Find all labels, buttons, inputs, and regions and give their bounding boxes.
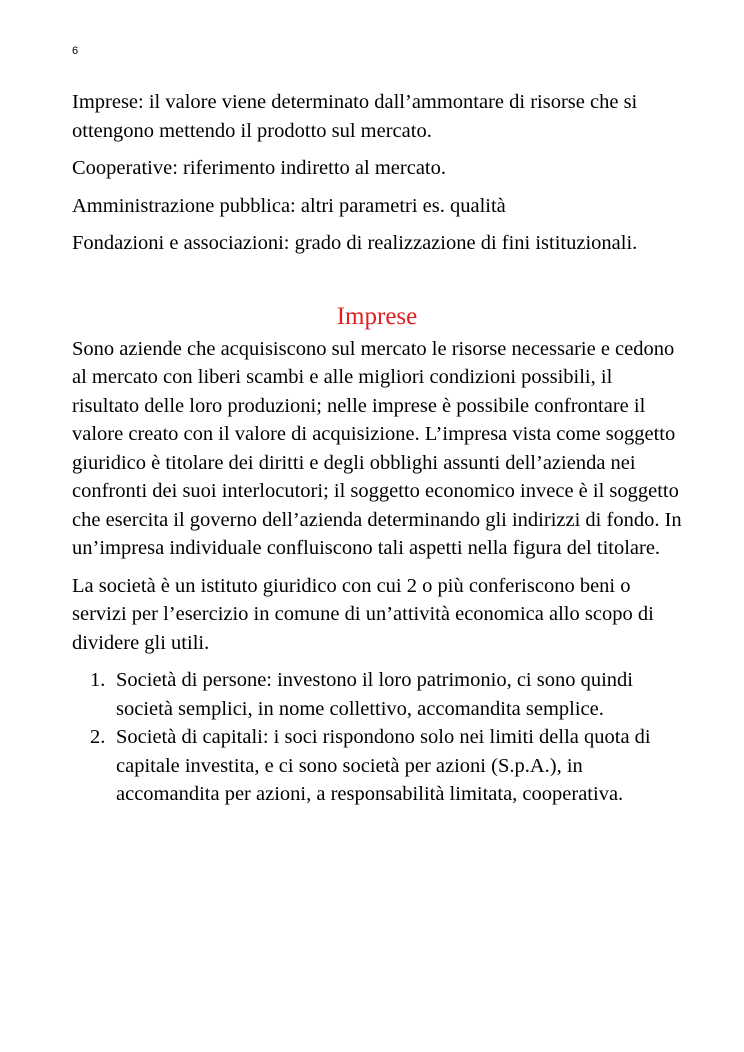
section-title: Imprese: [336, 302, 418, 330]
list-item-marker: 2.: [90, 726, 106, 748]
list-item-text: Società di capitali: i soci rispondono solo nei limiti della quota di capitale investita, e ci sono società per azioni (S.p.A.), in accomandita per azioni, a responsabilità limitata, cooperativa.: [116, 726, 651, 805]
document-body: [72, 88, 682, 809]
list-item: [90, 723, 682, 809]
intro-paragraph-cooperative: Cooperative: riferimento indiretto al mercato.: [72, 157, 446, 179]
list-item: [90, 666, 682, 723]
company-types-list: [72, 666, 682, 809]
intro-paragraph-imprese: Imprese: il valore viene determinato dall’ammontare di risorse che si ottengono mettendo il prodotto sul mercato.: [72, 91, 638, 142]
intro-paragraph-amministrazione: Amministrazione pubblica: altri parametri es. qualità: [72, 194, 506, 217]
list-item-text: Società di persone: investono il loro patrimonio, ci sono quindi società semplici, in nome collettivo, accomandita semplice.: [116, 669, 633, 720]
intro-paragraph-fondazioni: Fondazioni e associazioni: grado di realizzazione di fini istituzionali.: [72, 232, 638, 254]
intro-list: [72, 88, 682, 258]
page-number: 6: [72, 45, 79, 57]
section-paragraph: Sono aziende che acquisiscono sul mercato le risorse necessarie e cedono al mercato con liberi scambi e alle migliori condizioni possibili, il risultato delle loro produzioni; nelle imprese è possibile confrontare il valore creato con il valore di acquisizione. L’impresa vista come soggetto giuridico è titolare dei diritti e degli obblighi assunti dell’azienda nei confronti dei suoi interlocutori; il soggetto economico invece è il soggetto che esercita il governo dell’azienda determinando gli indirizzi di fondo. In un’impresa individuale confluiscono tali aspetti nella figura del titolare.: [72, 337, 682, 559]
list-item-marker: 1.: [90, 669, 106, 691]
section-paragraph: La società è un istituto giuridico con cui 2 o più conferiscono beni o servizi per l’esercizio in comune di un’attività economica allo scopo di dividere gli utili.: [72, 574, 654, 654]
